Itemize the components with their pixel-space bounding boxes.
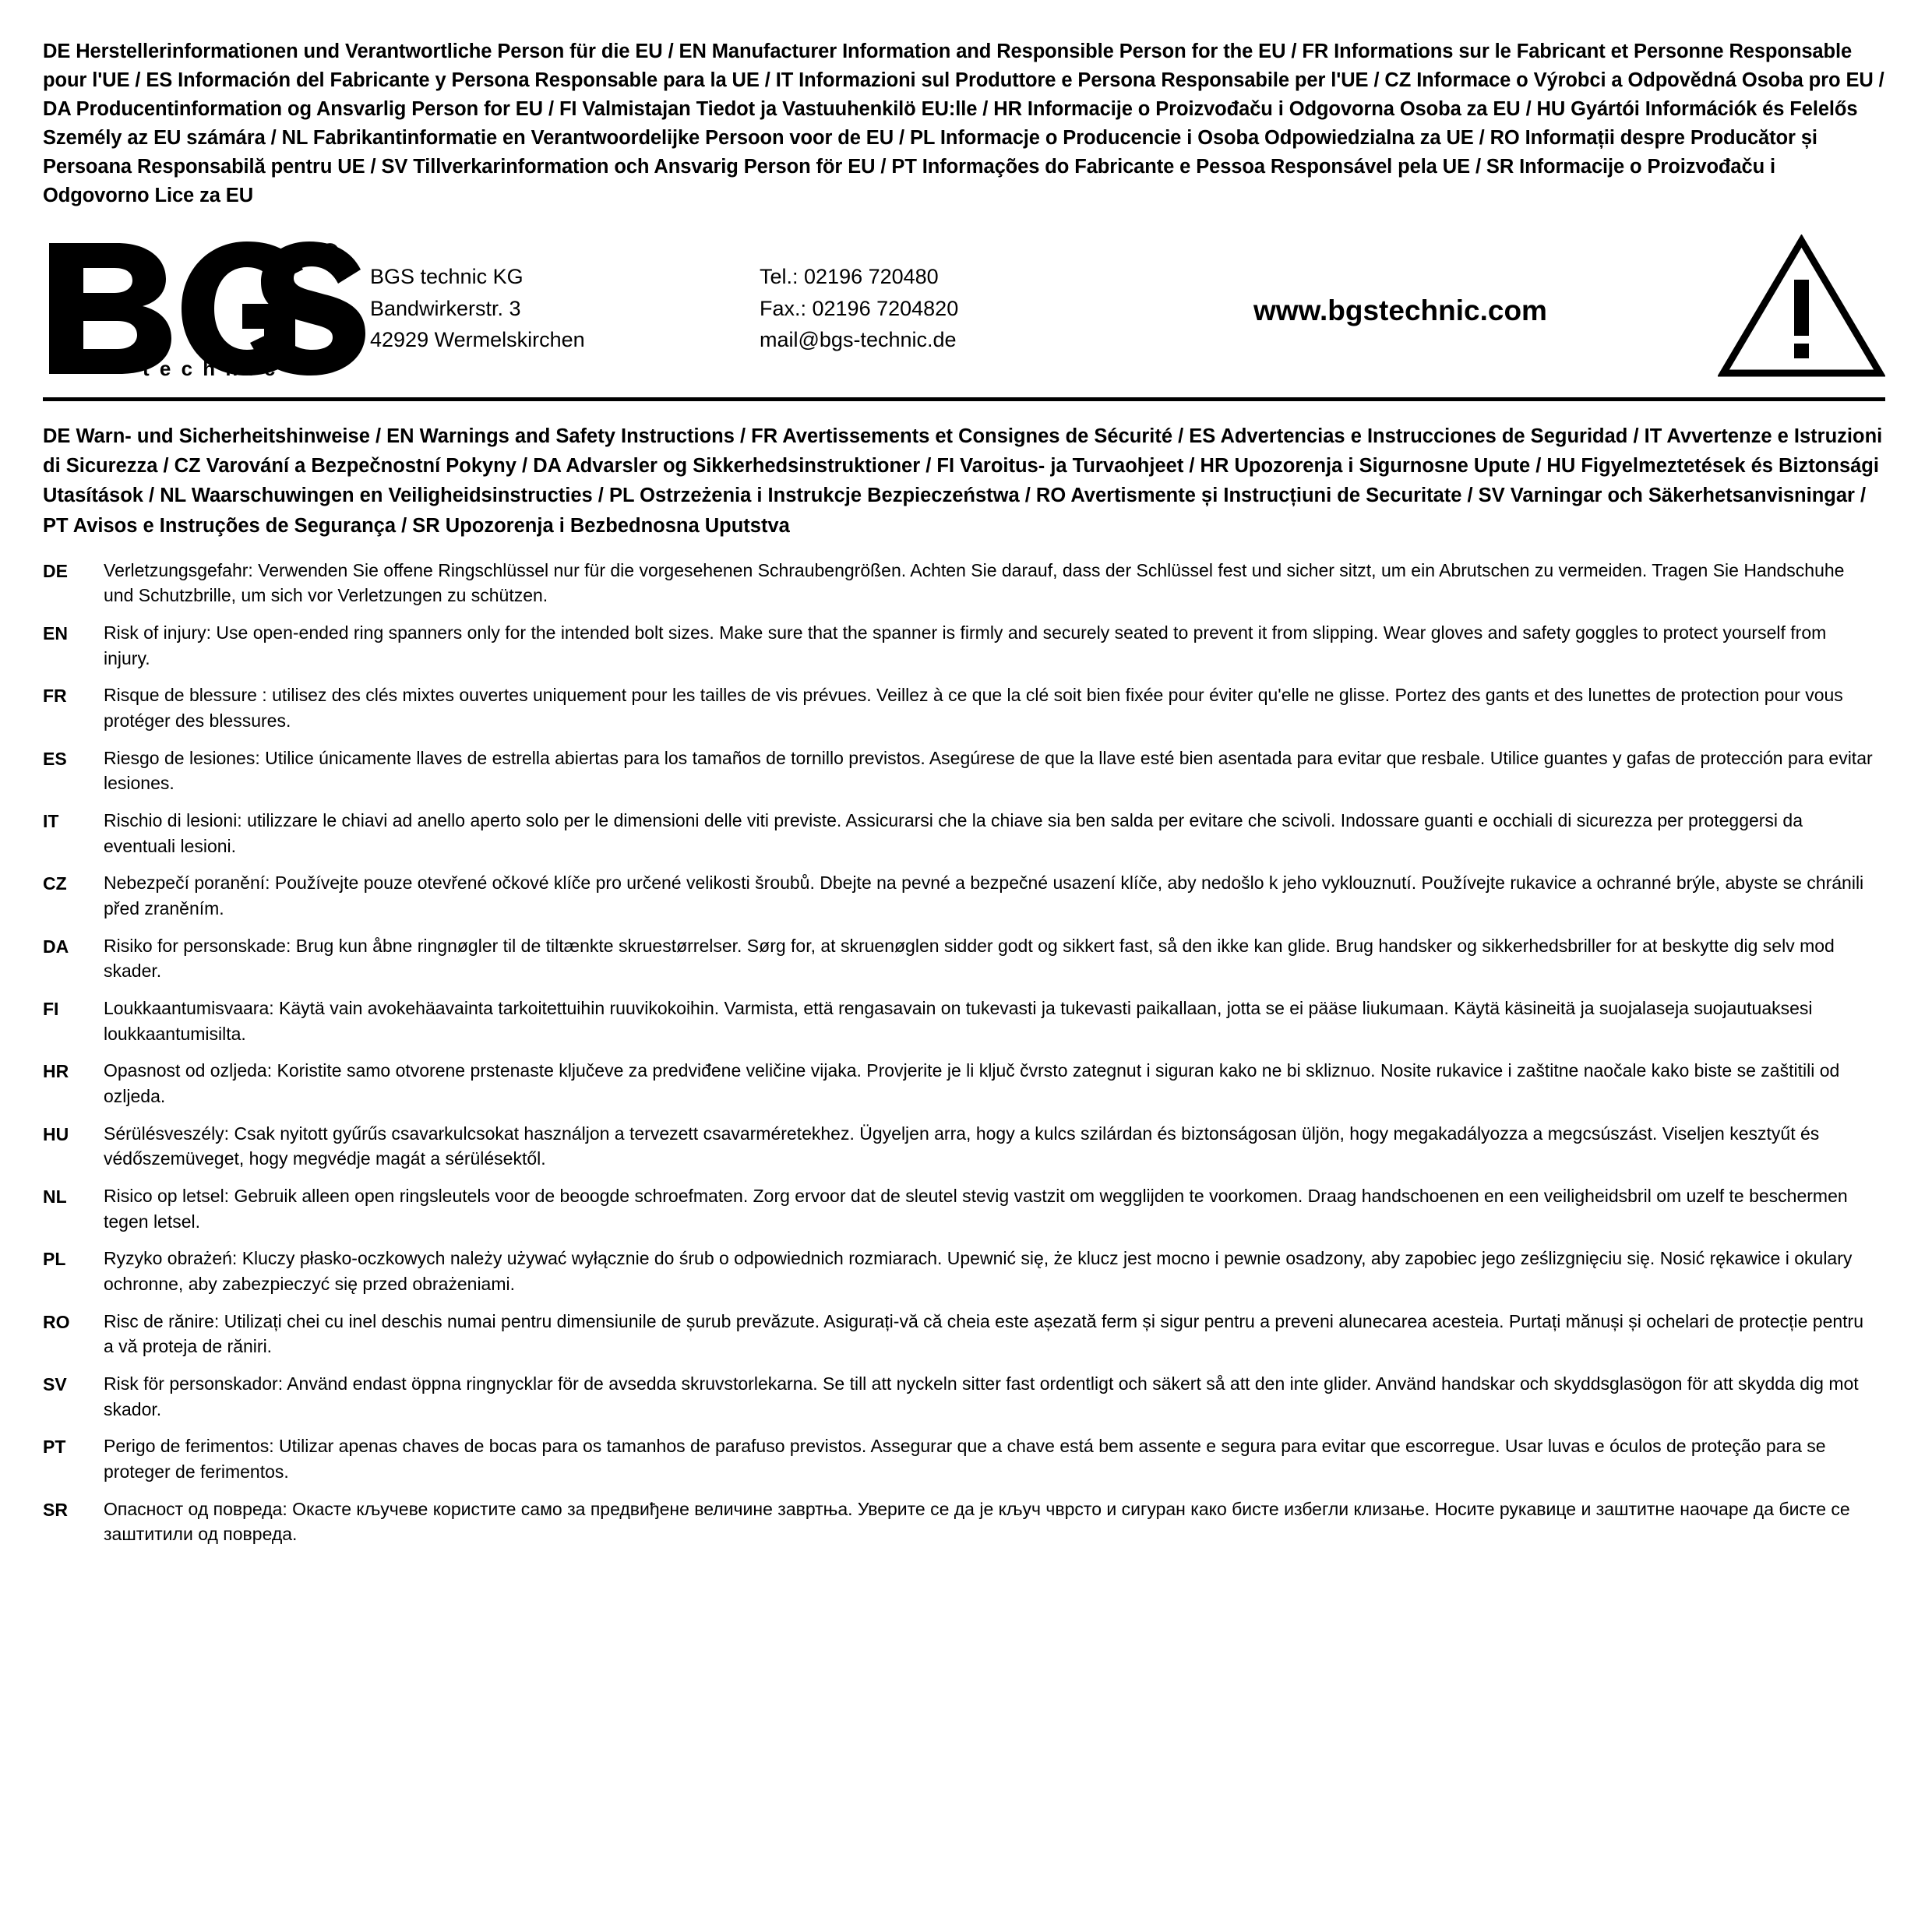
list-item [43, 870, 1885, 921]
language-paragraph-list [43, 558, 1885, 1547]
language-code: PT [43, 1437, 66, 1458]
language-code: PL [43, 1249, 66, 1270]
list-item [43, 558, 1885, 608]
list-item [43, 1246, 1885, 1296]
language-text: Risque de blessure : utilisez des clés mixtes ouvertes uniquement pour les tailles de vis prévues. Veillez à ce que la clé soit bien fixée pour éviter qu'elle ne glisse. Portez des gants et des lunettes de protection pour vous protéger des blessures. [104, 685, 1843, 732]
language-code: NL [43, 1186, 67, 1207]
language-code: DE [43, 560, 68, 581]
list-item [43, 1121, 1885, 1172]
language-text: Risk för personskador: Använd endast öppna ringnycklar för de avsedda skruvstorlekarna. Se till att nyckeln sitter fast ordentligt och säkert så att den inte glider. Använd handskar och skyddsglasögon för att skydda dig mot skador. [104, 1373, 1859, 1419]
header-divider [43, 397, 1885, 401]
language-text: Nebezpečí poranění: Používejte pouze otevřené očkové klíče pro určené velikosti šroubů. Dbejte na pevné a bezpečné usazení klíče, aby nedošlo k jeho vyklouznutí. Používejte rukavice a ochranné brýle, abyste se chránili před zraněním. [104, 873, 1864, 919]
language-code: IT [43, 811, 59, 832]
language-text: Опасност од повреда: Окасте кључеве користите само за предвиђене величине завртња. Уверите се да је кључ чврсто и сигуран како бисте избегли клизање. Носите рукавице и заштитне наочаре да бисте се заштитили од повреда. [104, 1498, 1850, 1545]
list-item [43, 1371, 1885, 1422]
list-item [43, 1058, 1885, 1109]
language-text: Risc de rănire: Utilizați chei cu inel deschis numai pentru dimensiunile de șurub prevăzute. Asigurați-vă că cheia este așezată ferm și sigur pentru a preveni alunecarea acesteia. Purtați mănuși și ochelari de protecție pentru a vă proteja de răniri. [104, 1310, 1864, 1357]
language-code: EN [43, 623, 68, 644]
list-item [43, 996, 1885, 1046]
list-item [43, 682, 1885, 733]
bgs-logo-graphic [43, 229, 370, 385]
language-text: Perigo de ferimentos: Utilizar apenas chaves de bocas para os tamanhos de parafuso previstos. Assegurar que a chave está bem assente e segura para evitar que escorregue. Usar luvas e óculos de proteção para se proteger de ferimentos. [104, 1436, 1826, 1482]
language-code: DA [43, 936, 69, 957]
bgs-logo [43, 229, 370, 385]
language-code: SR [43, 1499, 68, 1520]
language-text: Verletzungsgefahr: Verwenden Sie offene Ringschlüssel nur für die vorgesehenen Schraubengrößen. Achten Sie darauf, dass der Schlüssel fest und sicher sitzt, um ein Abrutschen zu vermeiden. Tragen Sie Handschuhe und Schutzbrille, um sich vor Verletzungen zu schützen. [104, 559, 1845, 606]
company-contact [760, 258, 1126, 356]
list-item [43, 933, 1885, 984]
language-text: Sérülésveszély: Csak nyitott gyűrűs csavarkulcsokat használjon a tervezett csavarméretekhez. Ügyeljen arra, hogy a kulcs szilárdan és biztonságosan üljön, hogy megakadályozza a megcsúszást. Viseljen kesztyűt és védőszemüveget, hogy megvédje magát a sérülésektől. [104, 1123, 1820, 1169]
company-website[interactable]: www.bgstechnic.com [1253, 294, 1547, 326]
list-item [43, 620, 1885, 671]
language-code: FR [43, 686, 67, 707]
company-address [370, 258, 760, 356]
list-item [43, 746, 1885, 796]
company-header-row [43, 221, 1885, 393]
safety-instructions-heading: DE Warn- und Sicherheitshinweise / EN Warnings and Safety Instructions / FR Avertissements et Consignes de Sécurité / ES Advertencias e Instrucciones de Seguridad / IT Avvertenze e Istruzioni di Sicurezza / CZ Varování a Bezpečnostní Pokyny / DA Advarsler og Sikkerhedsinstruktioner / FI Varoitus- ja Turvaohjeet / HR Upozorenja i Sigurnosne Upute / HU Figyelmeztetések és Biztonsági Utasítások / NL Waarschuwingen en Veiligheidsinstructies / PL Ostrzeżenia i Instrukcje Bezpieczeństwa / RO Avertismente și Instrucțiuni de Securitate / SV Varningar och Säkerhetsanvisningar / PT Avisos e Instruções de Segurança / SR Upozorenja i Bezbednosna Uputstva [43, 425, 1883, 537]
list-item [43, 808, 1885, 858]
warning-triangle-graphic [1718, 234, 1885, 379]
company-email[interactable]: mail@bgs-technic.de [760, 328, 957, 352]
manufacturer-info-title: DE Herstellerinformationen und Verantwortliche Person für die EU / EN Manufacturer Information and Responsible Person for the EU / FR Informations sur le Fabricant et Personne Responsable pour l'UE / ES Información del Fabricante y Persona Responsable para la UE / IT Informazioni sul Produttore e Persona Responsabile per l'UE / CZ Informace o Výrobci a Odpovědná Osoba pro EU / DA Producentinformation og Ansvarlig Person for EU / FI Valmistajan Tiedot ja Vastuuhenkilö EU:lle / HR Informacije o Proizvođaču i Odgovorna Osoba za EU / HU Gyártói Információk és Felelős Személy az EU számára / NL Fabrikantinformatie en Verantwoordelijke Persoon voor de EU / PL Informacje o Producencie i Osoba Odpowiedzialna za UE / RO Informații despre Producător și Persoana Responsabilă pentru UE / SV Tillverkarinformation och Ansvarig Person för EU / PT Informações do Fabricante e Pessoa Responsável pela UE / SR Informacije o Proizvođaču i Odgovorno Lice za EU [43, 41, 1884, 206]
language-text: Riesgo de lesiones: Utilice únicamente llaves de estrella abiertas para los tamaños de tornillo previstos. Asegúrese de que la llave esté bien asentada para evitar que resbale. Utilice guantes y gafas de protección para evitar lesiones. [104, 747, 1873, 794]
language-code: HR [43, 1061, 69, 1082]
language-code: RO [43, 1311, 70, 1332]
company-fax: Fax.: 02196 7204820 [760, 296, 959, 320]
company-tel: Tel.: 02196 720480 [760, 265, 939, 289]
list-item [43, 1309, 1885, 1359]
language-code: FI [43, 999, 59, 1019]
company-street: Bandwirkerstr. 3 [370, 296, 521, 320]
language-text: Loukkaantumisvaara: Käytä vain avokehäavainta tarkoitettuihin ruuvikokoihin. Varmista, että rengasavain on tukevasti ja tukevasti paikallaan, jotta se ei pääse liukumaan. Käytä käsineitä ja suojalaseja suojautuaksesi loukkaantumisilta. [104, 998, 1813, 1044]
language-code: ES [43, 748, 67, 769]
language-text: Risico op letsel: Gebruik alleen open ringsleutels voor de beoogde schroefmaten. Zorg ervoor dat de sleutel stevig vastzit om wegglijden te voorkomen. Draag handschoenen en een veiligheidsbril om uzelf te beschermen tegen letsel. [104, 1185, 1848, 1232]
language-text: Rischio di lesioni: utilizzare le chiavi ad anello aperto solo per le dimensioni delle viti previste. Assicurarsi che la chiave sia ben salda per evitare che scivoli. Indossare guanti e occhiali di sicurezza per proteggersi da eventuali lesioni. [104, 810, 1803, 856]
svg-text:®: ® [320, 238, 340, 268]
language-code: HU [43, 1123, 69, 1144]
warning-triangle-icon [1706, 234, 1885, 379]
list-item [43, 1433, 1885, 1484]
language-text: Risiko for personskade: Brug kun åbne ringnøgler til de tiltænkte skruestørrelser. Sørg for, at skruenøglen sidder godt og sikkert fast, så den ikke kan glide. Brug handsker og sikkerhedsbriller for at beskytte dig selv mod skader. [104, 935, 1835, 982]
language-text: Ryzyko obrażeń: Kluczy płasko-oczkowych należy używać wyłącznie do śrub o odpowiednich rozmiarach. Upewnić się, że klucz jest mocno i pewnie osadzony, aby zapobiec jego ześlizgnięciu się. Nosić rękawice i okulary ochronne, aby zabezpieczyć się przed obrażeniami. [104, 1248, 1853, 1294]
company-name: BGS technic KG [370, 265, 524, 289]
language-code: SV [43, 1373, 67, 1394]
svg-text:t e c h n i c: t e c h n i c [143, 356, 278, 380]
language-text: Opasnost od ozljeda: Koristite samo otvorene prstenaste ključeve za predviđene veličine vijaka. Provjerite je li ključ čvrsto zategnut i siguran kako ne bi skliznuo. Nosite rukavice i zaštitne naočale kako biste se zaštitili od ozljeda. [104, 1060, 1840, 1106]
language-text: Risk of injury: Use open-ended ring spanners only for the intended bolt sizes. Make sure that the spanner is firmly and securely seated to prevent it from slipping. Wear gloves and safety goggles to protect yourself from injury. [104, 622, 1827, 668]
list-item [43, 1183, 1885, 1234]
list-item [43, 1497, 1885, 1547]
language-code: CZ [43, 873, 67, 894]
company-city: 42929 Wermelskirchen [370, 328, 585, 352]
